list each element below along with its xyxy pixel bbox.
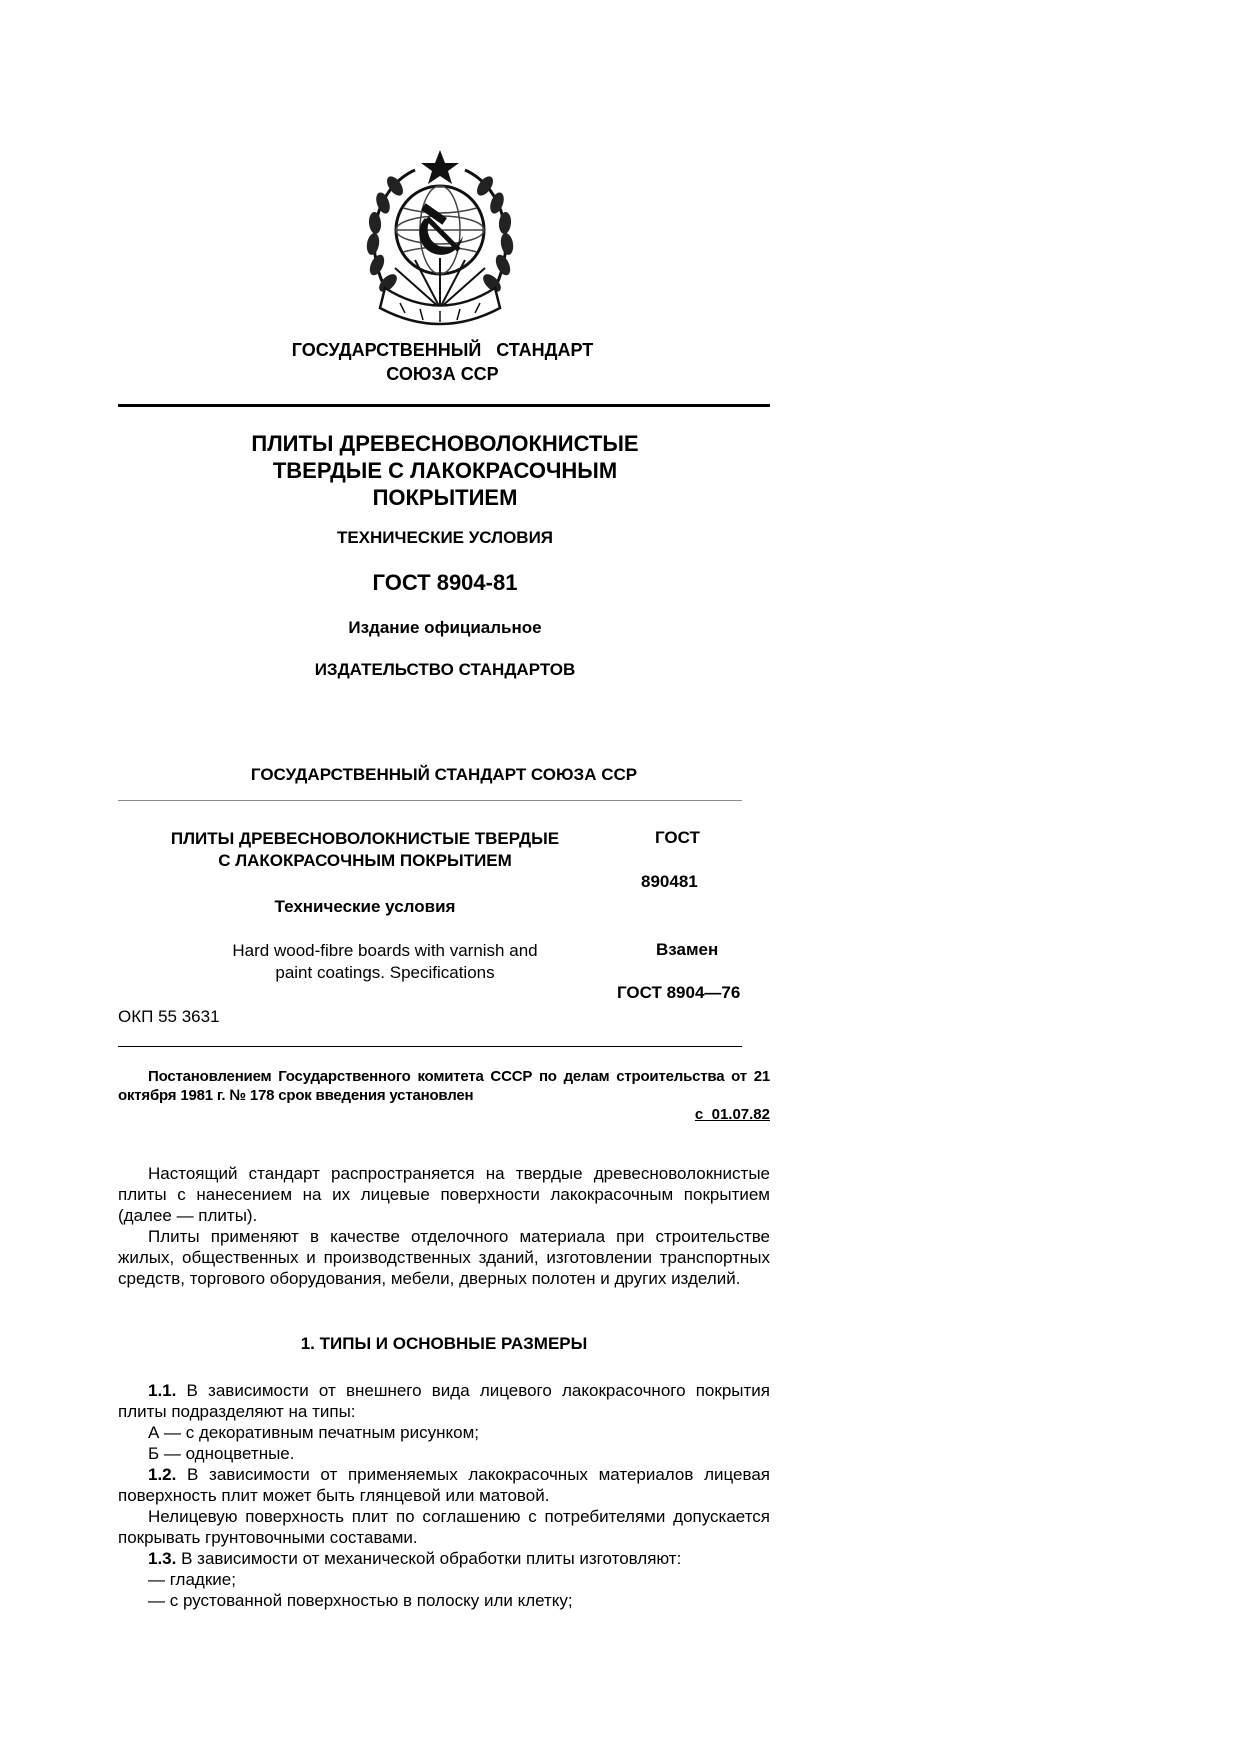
list-item-rusticated: — с рустованной поверхностью в полоску или клетку;: [148, 1591, 573, 1610]
ussr-state-emblem-icon: [355, 148, 525, 328]
clause-1-3-text: В зависимости от механической обработки плиты изготовляют:: [176, 1549, 682, 1568]
clause-1-2-text: В зависимости от применяемых лакокрасочных материалов лицевая поверхность плит может быть глянцевой или матовой.: [118, 1465, 770, 1505]
standard-header: ГОСУДАРСТВЕННЫЙ СТАНДАРТ СОЮЗА ССР: [250, 765, 638, 784]
clause-1-1: [118, 1380, 770, 1422]
section-1-title: 1. ТИПЫ И ОСНОВНЫЕ РАЗМЕРЫ: [300, 1334, 588, 1353]
standard-title-line2: С ЛАКОКРАСОЧНЫМ ПОКРЫТИЕМ: [218, 851, 512, 870]
okp-code: ОКП 55 3631: [118, 1007, 220, 1026]
standard-title: [130, 828, 600, 872]
standard-english-line2: paint coatings. Specifications: [275, 963, 495, 982]
cover-divider: [118, 404, 770, 407]
clause-1-2-paragraph-2: Нелицевую поверхность плит по соглашению с потребителями допускается покрывать грунтовочными составами.: [118, 1507, 770, 1547]
clause-1-1-number: 1.1.: [148, 1381, 177, 1400]
type-b: Б — одноцветные.: [148, 1444, 295, 1463]
cover-gost-number: ГОСТ 8904-81: [372, 570, 518, 595]
cover-title-line1: ПЛИТЫ ДРЕВЕСНОВОЛОКНИСТЫЕ: [251, 431, 639, 456]
standard-header-divider: [118, 800, 742, 801]
cover-header-line1: ГОСУДАРСТВЕННЫЙ СТАНДАРТ: [291, 340, 594, 360]
cover-edition: Издание официальное: [348, 618, 542, 637]
standard-subtitle: Технические условия: [274, 897, 456, 916]
cover-title: [200, 430, 690, 511]
intro-paragraph-2: Плиты применяют в качестве отделочного материала при строительстве жилых, общественных и производственных зданий, изготовлении транспортных средств, торгового оборудования, мебели, дверных полотен и других изделий.: [118, 1227, 770, 1288]
replaces-number: ГОСТ 8904—76: [617, 983, 741, 1002]
cover-header: [250, 338, 635, 386]
section-1-body: [118, 1380, 770, 1611]
clause-1-2: [118, 1464, 770, 1506]
decree-date: с 01.07.82: [694, 1106, 770, 1123]
list-item-smooth: — гладкие;: [148, 1570, 236, 1589]
intro-body: [118, 1163, 770, 1289]
cover-subtitle: ТЕХНИЧЕСКИЕ УСЛОВИЯ: [336, 528, 554, 547]
type-a: А — с декоративным печатным рисунком;: [148, 1423, 480, 1442]
cover-publisher: ИЗДАТЕЛЬСТВО СТАНДАРТОВ: [314, 660, 576, 679]
clause-1-2-number: 1.2.: [148, 1465, 177, 1484]
clause-1-1-text: В зависимости от внешнего вида лицевого лакокрасочного покрытия плиты подразделяют на типы:: [118, 1381, 770, 1421]
standard-english-line1: Hard wood-fibre boards with varnish and: [232, 941, 538, 960]
replaces-label: Взамен: [656, 940, 719, 959]
cover-title-line3: ПОКРЫТИЕМ: [372, 485, 518, 510]
standard-title-line1: ПЛИТЫ ДРЕВЕСНОВОЛОКНИСТЫЕ ТВЕРДЫЕ: [170, 829, 560, 848]
cover-title-line2: ТВЕРДЫЕ С ЛАКОКРАСОЧНЫМ: [272, 458, 618, 483]
standard-english-title: [130, 940, 640, 984]
standard-bottom-divider: [118, 1046, 742, 1047]
clause-1-3-number: 1.3.: [148, 1549, 177, 1568]
gost-number: 890481: [641, 872, 698, 891]
clause-1-3: [118, 1548, 770, 1569]
intro-paragraph-1: Настоящий стандарт распространяется на твердые древесноволокнистые плиты с нанесением на их лицевые поверхности лакокрасочным покрытием (далее — плиты).: [118, 1164, 770, 1225]
cover-header-line2: СОЮЗА ССР: [386, 364, 499, 384]
decree-text: Постановлением Государственного комитета СССР по делам строительства от 21 октября 1981 г. № 178 срок введения установлен: [118, 1068, 770, 1104]
gost-label: ГОСТ: [655, 828, 700, 847]
